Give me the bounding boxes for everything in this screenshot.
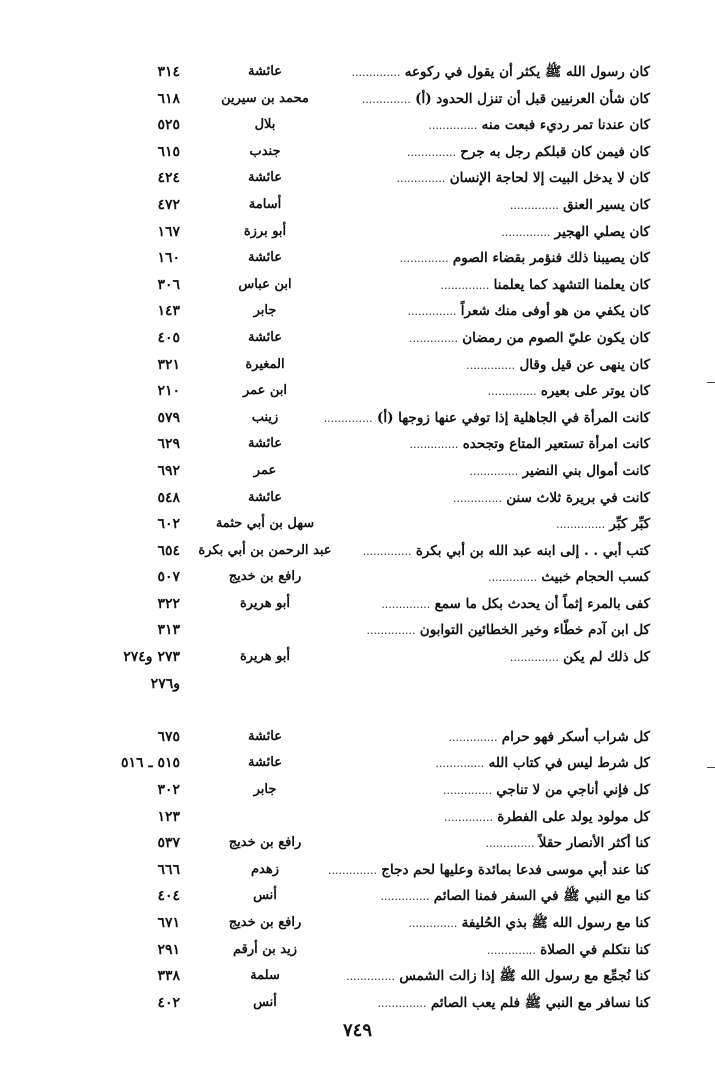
narrator-name: عائشة (248, 64, 282, 79)
leader-dots: .............. (501, 225, 551, 239)
hadith-entry (488, 382, 650, 401)
narrator-name: عائشة (248, 755, 282, 771)
hadith-text: كان يصيبنا ذلك فنؤمر بقضاء الصوم (452, 250, 650, 267)
narrator-name: عائشة (248, 489, 282, 505)
hadith-text: كل مولود يولد على الفطرة (497, 808, 650, 825)
leader-dots: .............. (435, 757, 485, 771)
page-reference: ٣٢٢ (157, 595, 180, 612)
narrator-name: جابر (253, 303, 277, 319)
leader-dots: .............. (453, 491, 502, 505)
hadith-text: كنا عند أبي موسى فدعا بمائدة وعليها لحم دجاج (381, 861, 650, 878)
leader-dots: .............. (409, 438, 459, 452)
index-row (0, 140, 715, 167)
page-number: ٧٤٩ (342, 1020, 372, 1041)
hadith-entry (469, 462, 650, 481)
index-row (0, 220, 715, 247)
hadith-text: كنا نُجمِّع مع رسول الله ﷺ إذا زالت الشمس (399, 968, 650, 985)
narrator-name: جندب (249, 143, 281, 159)
leader-dots: .............. (487, 385, 537, 399)
hadith-entry (328, 861, 650, 880)
index-row (0, 672, 715, 699)
hadith-text: كل ابن آدم خطّاء وخير الخطائين التوابون (419, 622, 650, 639)
narrator-name: بلال (254, 117, 276, 133)
hadith-text: كل شراب أسكر فهو حرام (501, 728, 650, 745)
leader-dots: .............. (443, 810, 493, 824)
hadith-entry (486, 834, 650, 853)
hadith-entry (443, 781, 650, 800)
narrator-name: عائشة (248, 170, 282, 186)
index-row (0, 113, 715, 140)
narrator-name: زينب (251, 409, 279, 425)
hadith-text: كان لا يدخل البيت إلا لحاجة الإنسان (449, 170, 650, 187)
index-row (0, 725, 715, 752)
hadith-entry (556, 515, 650, 534)
hadith-text: كنا أكثر الأنصار حقلاً (538, 835, 650, 852)
hadith-text: كل فإني أناجي من لا تناجي (496, 782, 650, 799)
leader-dots: .............. (409, 331, 458, 345)
page-reference: و٢٧٦ (150, 675, 180, 692)
index-row (0, 778, 715, 805)
index-row (0, 698, 715, 725)
hadith-entry (449, 728, 650, 747)
narrator-name: عائشة (248, 329, 282, 345)
narrator-name: أبو هريرة (239, 595, 291, 611)
narrator-name: أبو برزة (243, 223, 287, 239)
page-reference: ٢١٠ (157, 383, 180, 400)
hadith-text: كان فيمن كان قبلكم رجل به جرح (460, 143, 650, 160)
leader-dots: .............. (509, 198, 559, 212)
narrator-name: عائشة (248, 250, 282, 266)
hadith-entry (380, 887, 650, 906)
page-reference: ٢٧٣ و٢٧٤ (123, 649, 180, 666)
leader-dots: .............. (407, 305, 457, 319)
page-reference: ١٦٠ (157, 250, 180, 267)
index-row (0, 299, 715, 326)
hadith-entry (488, 568, 650, 587)
hadith-text: كان يكفي من هو أوفى منك شعراً (460, 303, 650, 320)
hadith-text: كان يكون عليّ الصوم من رمضان (462, 329, 650, 346)
index-row (0, 432, 715, 459)
leader-dots: .............. (556, 518, 606, 532)
hadith-entry (408, 914, 650, 933)
narrator-name: عبد الرحمن بن أبي بكرة (198, 542, 332, 558)
index-row (0, 964, 715, 991)
page-reference: ٦٧١ (157, 915, 180, 931)
narrator-name: ابن عباس (238, 276, 292, 292)
page-reference: ٦٩٢ (157, 462, 180, 479)
index-row (0, 911, 715, 938)
index-row (0, 353, 715, 380)
index-row (0, 459, 715, 486)
page-reference: ٦١٥ (157, 143, 180, 160)
hadith-entry (378, 994, 650, 1013)
leader-dots: .............. (408, 917, 458, 930)
narrator-name: أنس (253, 888, 277, 904)
page-reference: ٥٧٩ (157, 409, 180, 426)
index-row (0, 379, 715, 406)
hadith-entry (346, 967, 650, 986)
leader-dots: .............. (380, 890, 430, 904)
hadith-entry (324, 409, 650, 428)
leader-dots: .............. (407, 145, 456, 159)
hadith-text: كانت امرأة تستعير المتاع وتجحده (462, 436, 650, 453)
page-reference: ٤٠٤ (157, 888, 180, 905)
narrator-name: أبو هريرة (239, 649, 291, 665)
leader-dots: .............. (377, 996, 427, 1010)
leader-dots: .............. (362, 544, 412, 558)
page-reference: ١٤٣ (157, 303, 180, 320)
hadith-entry (352, 63, 651, 82)
narrator-name: رافع بن خديج (228, 915, 302, 930)
hadith-text: كل شرط ليس في كتاب الله (488, 755, 650, 772)
hadith-text: كان عندنا تمر رديء فبعت منه (481, 117, 650, 134)
page-reference: ١٢٣ (157, 808, 180, 825)
hadith-text: كل ذلك لم يكن (563, 649, 650, 666)
leader-dots: .............. (361, 92, 411, 106)
page-reference: ٤٠٢ (157, 994, 180, 1011)
page-reference: ٥١٥ ـ ٥١٦ (121, 755, 180, 772)
index-row (0, 273, 715, 300)
hadith-text: كان يعلمنا التشهد كما يعلمنا (493, 276, 650, 293)
leader-dots: .............. (440, 278, 490, 292)
index-row (0, 592, 715, 619)
page-reference: ٣٠٦ (157, 276, 180, 293)
narrator-name: رافع بن خديج (228, 835, 302, 851)
hadith-entry (396, 169, 650, 188)
leader-dots: .............. (351, 66, 401, 79)
page-reference: ١٦٧ (157, 223, 180, 240)
index-row (0, 831, 715, 858)
page-reference: ٣١٤ (157, 64, 180, 80)
leader-dots: .............. (396, 172, 446, 186)
index-row (0, 805, 715, 832)
hadith-entry (363, 542, 650, 561)
page-reference: ٥٤٨ (157, 489, 180, 506)
page-reference: ٦٠٢ (157, 516, 180, 533)
hadith-text: كسب الحجام خبيث (541, 569, 650, 586)
index-row (0, 751, 715, 778)
narrator-name: عمر (253, 462, 277, 478)
hadith-text: كتب أبي . . إلى ابنه عبد الله بن أبي بكرة (415, 542, 650, 559)
narrator-name: جابر (253, 782, 277, 798)
hadith-text: كانت أموال بني النضير (522, 462, 650, 479)
hadith-entry (400, 249, 650, 268)
hadith-entry (367, 621, 650, 640)
index-row (0, 938, 715, 965)
narrator-name: أنس (253, 994, 277, 1010)
narrator-name: زهدم (250, 861, 279, 877)
page-reference: ٤٠٥ (157, 329, 180, 346)
leader-dots: .............. (509, 651, 559, 665)
page-reference: ٣١٣ (157, 622, 180, 639)
hadith-entry (501, 223, 650, 242)
page-reference: ٢٩١ (157, 941, 180, 958)
hadith-entry (381, 595, 650, 614)
hadith-entry (487, 941, 650, 960)
index-row (0, 565, 715, 592)
leader-dots: .............. (328, 863, 377, 877)
margin-mark (707, 382, 715, 383)
narrator-name: زيد بن أرقم (232, 941, 298, 957)
narrator-name: رافع بن خديج (228, 569, 302, 585)
page-reference: ٦٦٦ (157, 861, 180, 878)
page-reference: ٥٣٧ (157, 835, 180, 852)
hadith-text: كانت في بريرة ثلاث سنن (506, 489, 650, 506)
leader-dots: .............. (399, 252, 449, 266)
index-row (0, 991, 715, 1018)
hadith-entry (409, 435, 650, 454)
page-reference: ٦٧٥ (157, 728, 180, 745)
index-row (0, 406, 715, 433)
hadith-text: كان يسير العنق (563, 196, 650, 213)
index-row (0, 618, 715, 645)
narrator-name: سهل بن أبي حثمة (215, 516, 315, 532)
hadith-text: كان شأن العرنيين قبل أن تنزل الحدود (أ) (415, 90, 650, 107)
page-reference: ٦١٨ (157, 90, 180, 107)
narrator-name: محمد بن سيرين (221, 90, 309, 106)
index-row (0, 60, 715, 87)
leader-dots: .............. (488, 571, 538, 585)
hadith-text: كنا نسافر مع النبي ﷺ فلم يعب الصائم (430, 994, 650, 1011)
leader-dots: .............. (469, 464, 519, 478)
index-row (0, 326, 715, 353)
page-reference: ٤٢٤ (157, 170, 180, 187)
hadith-text: كنا مع رسول الله ﷺ بذي الحُليفة (461, 915, 650, 931)
hadith-entry (510, 196, 650, 215)
hadith-text: كان رسول الله ﷺ يكثر أن يقول في ركوعه (404, 64, 650, 80)
leader-dots: .............. (346, 970, 396, 984)
leader-dots: .............. (485, 837, 535, 851)
index-row (0, 884, 715, 911)
page-reference: ٥٠٧ (157, 569, 180, 586)
hadith-entry (409, 329, 650, 348)
narrator-name: المغيرة (245, 356, 285, 372)
hadith-entry (466, 356, 650, 375)
leader-dots: .............. (443, 784, 492, 798)
index-row (0, 858, 715, 885)
hadith-entry (408, 302, 650, 321)
page-reference: ٤٧٢ (157, 196, 180, 213)
leader-dots: .............. (381, 597, 431, 611)
index-row (0, 87, 715, 114)
index-row (0, 246, 715, 273)
index-row (0, 645, 715, 672)
hadith-text: كان يوتر على بعيره (540, 383, 650, 400)
hadith-text: كان يصلي الهجير (554, 223, 650, 240)
leader-dots: .............. (486, 943, 536, 957)
hadith-text: كنا مع النبي ﷺ في السفر فمنا الصائم (433, 888, 650, 905)
page-reference: ٦٢٩ (157, 436, 180, 453)
index-row (0, 512, 715, 539)
hadith-entry (435, 754, 650, 773)
page-reference: ٥٢٥ (157, 117, 180, 134)
hadith-entry (444, 808, 650, 827)
leader-dots: .............. (323, 411, 373, 425)
hadith-entry (428, 116, 650, 135)
leader-dots: .............. (366, 624, 416, 638)
hadith-text: كفى بالمرء إثماً أن يحدث بكل ما سمع (434, 595, 650, 612)
hadith-entry (440, 276, 650, 295)
hadith-entry (510, 648, 650, 667)
hadith-entry (407, 143, 650, 162)
narrator-name: عائشة (248, 436, 282, 452)
narrator-name: أسامة (248, 196, 282, 212)
margin-mark (707, 767, 715, 768)
hadith-entry (362, 90, 650, 109)
leader-dots: .............. (428, 119, 478, 133)
narrator-name: سلمة (250, 968, 280, 984)
narrator-name: ابن عمر (242, 383, 288, 399)
page-reference: ٦٥٤ (157, 542, 180, 559)
index-row (0, 166, 715, 193)
index-row (0, 486, 715, 513)
hadith-text: كانت المرأة في الجاهلية إذا توفي عنها زوجها (أ) (376, 409, 650, 426)
hadith-index-list (0, 60, 715, 1017)
leader-dots: .............. (448, 730, 498, 744)
hadith-text: كبِّر كبِّر (609, 516, 650, 533)
page-reference: ٣٠٢ (157, 782, 180, 799)
hadith-text: كان ينهى عن قيل وقال (519, 356, 650, 373)
page-reference: ٣٣٨ (157, 968, 180, 985)
index-row (0, 193, 715, 220)
hadith-text: كنا نتكلم في الصلاة (540, 941, 650, 958)
leader-dots: .............. (466, 358, 516, 372)
page-reference: ٣٢١ (157, 356, 180, 373)
narrator-name: عائشة (248, 728, 282, 744)
index-row (0, 539, 715, 566)
hadith-entry (453, 489, 650, 508)
